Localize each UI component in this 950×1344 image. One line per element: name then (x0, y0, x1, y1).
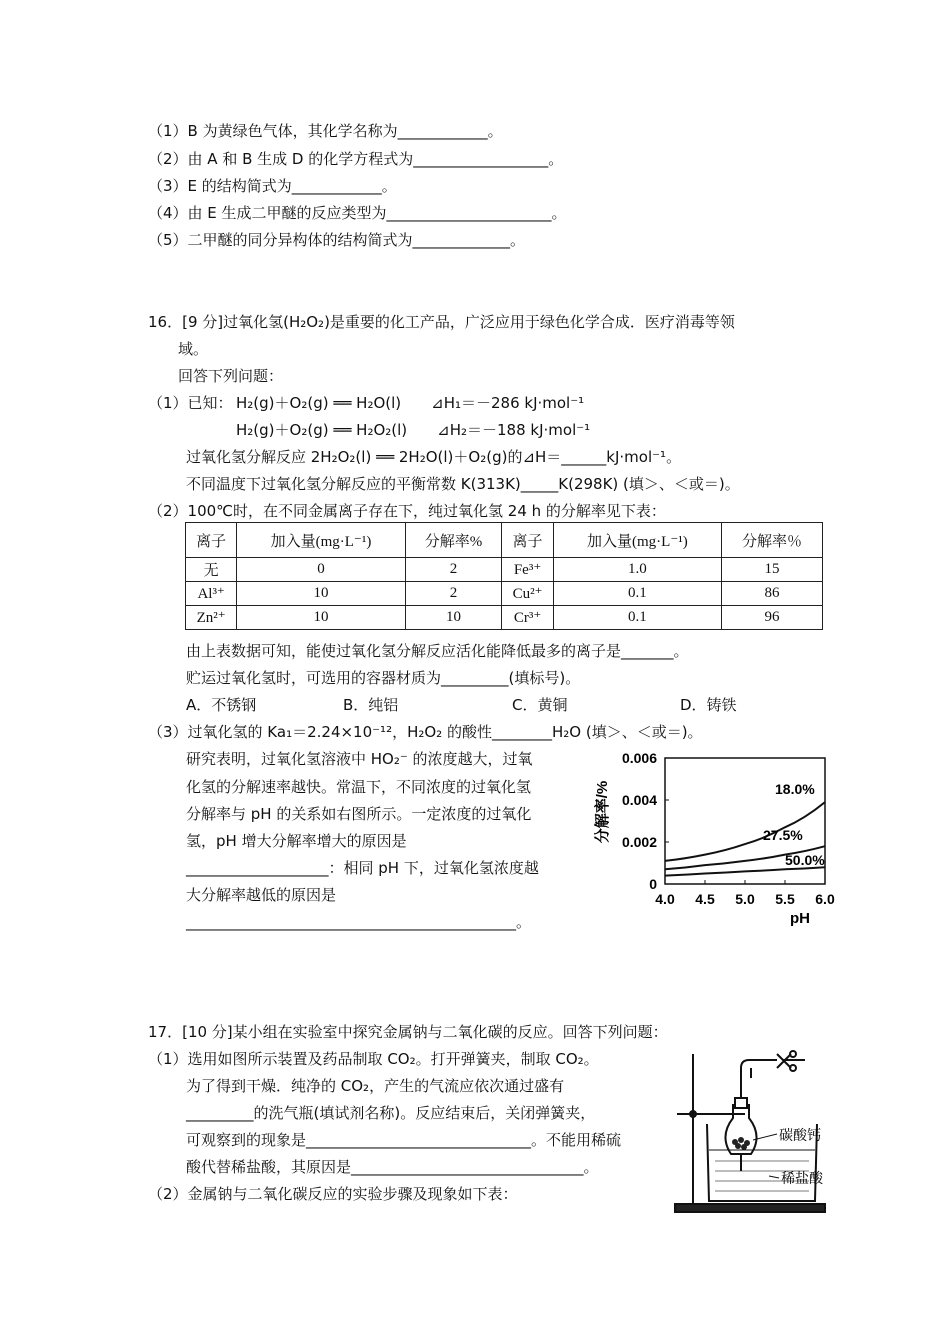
table-cell: 15 (722, 558, 823, 582)
series-label: 50.0% (785, 852, 825, 869)
q16-p3-text: 研究表明，过氧化氢溶液中 HO₂⁻ 的浓度越大，过氧 (186, 750, 533, 768)
q16-p1-line3: 过氧化氢分解反应 2H₂O₂(l) ══ 2H₂O(l)＋O₂(g)的⊿H＝______kJ·mol⁻¹。 (186, 448, 682, 466)
table-cell: 2 (405, 558, 502, 582)
q15-item-5: （5）二甲醚的同分异构体的结构简式为_____________。 (148, 231, 526, 249)
q16-p1-line4: 不同温度下过氧化氢分解反应的平衡常数 K(313K)_____K(298K) (填＞、＜或＝)。 (186, 475, 740, 493)
table-cell: 0 (237, 558, 405, 582)
label-dilute-hcl: 稀盐酸 (781, 1170, 823, 1186)
table-cell: 96 (722, 606, 823, 630)
q16-p3-text: 分解率与 pH 的关系如右图所示。一定浓度的过氧化 (186, 805, 532, 823)
table-cell: 86 (722, 582, 823, 606)
decomposition-rate-chart (585, 742, 850, 932)
y-tick-label: 0 (649, 876, 657, 892)
table-cell: Fe³⁺ (502, 558, 553, 582)
q16-p3-text: 大分解率越低的原因是 (186, 886, 337, 904)
table-row (186, 606, 823, 630)
y-tick-label: 0.002 (621, 834, 657, 850)
option-a: A．不锈钢 (186, 696, 257, 714)
table-cell: 2 (405, 582, 502, 606)
q16-p3-text: 氢，pH 增大分解率增大的原因是 (186, 832, 407, 850)
q16-p2-intro: （2）100℃时，在不同金属离子存在下，纯过氧化氢 24 h 的分解率见下表： (148, 502, 666, 520)
stand-base (675, 1204, 825, 1212)
q16-p3-line1: （3）过氧化氢的 Ka₁＝2.24×10⁻¹²，H₂O₂ 的酸性________H₂O (填＞、＜或＝)。 (148, 723, 703, 741)
table-cell: 1.0 (553, 558, 721, 582)
q16-prompt: 回答下列问题： (178, 367, 284, 385)
q16-title-line1: 16．[9 分]过氧化氢(H₂O₂)是重要的化工产品，广泛应用于绿色化学合成．医疗消毒等领 (148, 313, 735, 331)
table-cell: 10 (237, 582, 405, 606)
table-header-cell: 分解率% (405, 523, 502, 558)
option-d: D．铸铁 (680, 696, 737, 714)
decomposition-rate-table (185, 522, 823, 630)
q15-item-1: （1）B 为黄绿色气体，其化学名称为____________。 (148, 122, 503, 140)
delivery-tube (741, 1060, 777, 1098)
q17-p1-line: （1）选用如图所示装置及药品制取 CO₂。打开弹簧夹，制取 CO₂。 (148, 1050, 599, 1068)
table-cell: Zn²⁺ (186, 606, 237, 630)
q16-title-line2: 域。 (178, 340, 209, 358)
x-axis-label: pH (790, 910, 810, 927)
table-header-row (186, 523, 823, 558)
q17-p1-line: 为了得到干燥．纯净的 CO₂，产生的气流应依次通过盛有 (186, 1077, 565, 1095)
series-label: 27.5% (763, 827, 803, 844)
table-cell: 无 (186, 558, 237, 582)
q17-p2-line: （2）金属钠与二氧化碳反应的实验步骤及现象如下表： (148, 1185, 518, 1203)
q17-p1-line: 酸代替稀盐酸，其原因是_______________________________。 (186, 1158, 599, 1176)
x-tick-label: 6.0 (815, 891, 835, 907)
x-tick-label: 4.5 (695, 891, 715, 907)
q16-p3-text: ____________________________________________。 (186, 913, 532, 931)
x-tick-label: 5.5 (775, 891, 795, 907)
q15-item-3: （3）E 的结构简式为____________。 (148, 177, 397, 195)
series-label: 18.0% (775, 781, 815, 798)
table-header-cell: 离子 (186, 523, 237, 558)
y-axis-label: 分解率/% (594, 780, 611, 844)
label-calcium-carbonate: 碳酸钙 (779, 1127, 821, 1143)
table-header-cell: 加入量(mg·L⁻¹) (553, 523, 721, 558)
q17-p1-line: _________的洗气瓶(填试剂名称)。反应结束后，关闭弹簧夹， (186, 1104, 596, 1122)
table-cell: 10 (237, 606, 405, 630)
option-c: C．黄铜 (512, 696, 568, 714)
q16-p3-text: 化氢的分解速率越快。常温下，不同浓度的过氧化氢 (186, 778, 532, 796)
q16-p2-after2: 贮运过氧化氢时，可选用的容器材质为_________(填标号)。 (186, 669, 581, 687)
table-header-cell: 加入量(mg·L⁻¹) (237, 523, 405, 558)
table-cell: Cr³⁺ (502, 606, 553, 630)
table-header-cell: 分解率％ (722, 523, 823, 558)
table-row (186, 582, 823, 606)
option-b: B．纯铝 (343, 696, 399, 714)
co2-apparatus-diagram (665, 1046, 850, 1221)
calcium-carbonate-chunks (732, 1137, 750, 1150)
table-cell: 0.1 (553, 582, 721, 606)
generator-funnel (725, 1104, 756, 1154)
q16-p1-eq1: H₂(g)＋O₂(g) ══ H₂O(l) ⊿H₁＝－286 kJ·mol⁻¹ (236, 394, 585, 412)
x-tick-label: 4.0 (655, 891, 675, 907)
q17-p1-line: 可观察到的现象是______________________________。不能用稀硫 (186, 1131, 622, 1149)
x-tick-label: 5.0 (735, 891, 755, 907)
q15-item-4: （4）由 E 生成二甲醚的反应类型为______________________。 (148, 204, 567, 222)
y-tick-label: 0.004 (621, 792, 657, 808)
series-line-50.0% (665, 867, 825, 875)
table-cell: 0.1 (553, 606, 721, 630)
table-header-cell: 离子 (502, 523, 553, 558)
table-cell: Al³⁺ (186, 582, 237, 606)
table-cell: 10 (405, 606, 502, 630)
q17-title: 17．[10 分]某小组在实验室中探究金属钠与二氧化碳的反应。回答下列问题： (148, 1023, 668, 1041)
y-tick-label: 0.006 (621, 750, 657, 766)
q16-p2-after1: 由上表数据可知，能使过氧化氢分解反应活化能降低最多的离子是_______。 (186, 642, 689, 660)
table-cell: Cu²⁺ (502, 582, 553, 606)
q16-p3-text: ___________________：相同 pH 下，过氧化氢浓度越 (186, 859, 539, 877)
q16-p1-eq2: H₂(g)＋O₂(g) ══ H₂O₂(l) ⊿H₂＝－188 kJ·mol⁻¹ (236, 421, 591, 439)
q16-p1-known: （1）已知： (148, 394, 233, 412)
q15-item-2: （2）由 A 和 B 生成 D 的化学方程式为__________________。 (148, 150, 564, 168)
table-row (186, 558, 823, 582)
